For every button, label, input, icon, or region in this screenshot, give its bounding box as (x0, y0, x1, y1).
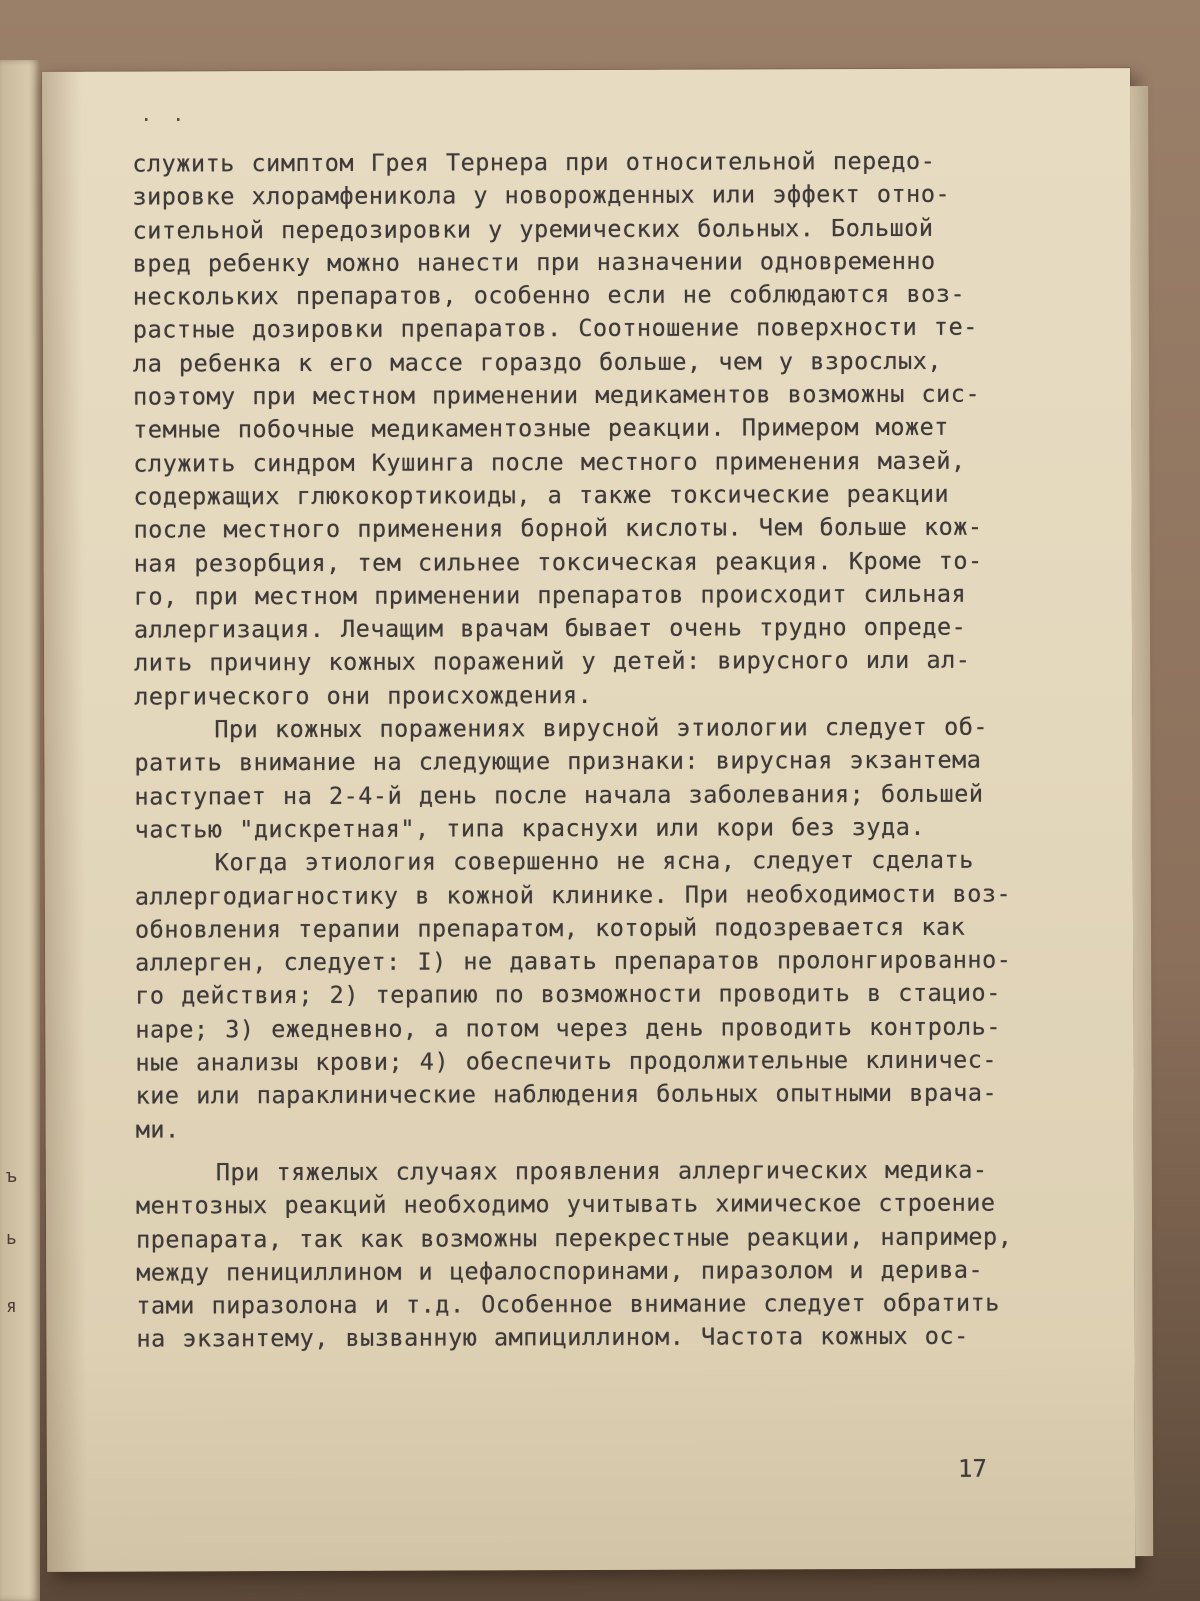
book-page (42, 68, 1135, 1572)
text-line: поэтому при местном применении медикаментов возможны сис- (133, 379, 981, 411)
paragraph-first-line: Когда этиология совершенно не ясна, следует сделать (214, 845, 974, 877)
adjacent-page-edge (0, 60, 40, 1601)
text-line: темные побочные медикаментозные реакции. Примером может (133, 413, 949, 444)
text-line: аллергизация. Лечащим врачам бывает очень трудно опреде- (133, 612, 967, 644)
left-margin-mark: ъ (6, 1166, 17, 1187)
text-line: содержащих глюкокортикоиды, а также токсические реакции (133, 479, 950, 511)
text-line: сительной передозировки у уремических больных. Большой (132, 213, 934, 245)
left-margin-mark: ь (6, 1228, 17, 1249)
paragraph-first-line: При кожных поражениях вирусной этиологии следует об- (214, 712, 989, 744)
text-line: лить причину кожных поражений у детей: вирусного или ал- (134, 646, 971, 678)
text-line: нескольких препаратов, особенно если не соблюдаются воз- (132, 279, 966, 311)
text-line: препарата, так как возможны перекрестные реакции, например, (136, 1222, 1013, 1254)
top-margin-dots: · · (140, 107, 189, 132)
text-line: го действия; 2) терапию по возможности проводить в стацио- (135, 978, 1001, 1011)
text-line: ная резорбция, тем сильнее токсическая реакция. Кроме то- (133, 546, 983, 578)
text-line: кие или параклинические наблюдения больных опытными врача- (135, 1078, 998, 1110)
text-line: наре; 3) ежедневно, а потом через день проводить контроль- (135, 1012, 1001, 1044)
text-line: лергического они происхождения. (134, 680, 593, 711)
text-line: ные анализы крови; 4) обеспечить продолжительные клиничес- (135, 1045, 998, 1077)
paragraph-first-line: При тяжелых случаях проявления аллергических медика- (215, 1155, 988, 1187)
text-line: ратить внимание на следующие признаки: вирусная экзантема (134, 745, 982, 777)
text-line: частью "дискретная", типа краснухи или кори без зуда. (134, 812, 926, 844)
text-line: вред ребенку можно нанести при назначении одновременно (132, 246, 936, 278)
text-line: ментозных реакций необходимо учитывать химическое строение (135, 1188, 996, 1220)
text-line: аллергодиагностику в кожной клинике. При необходимости воз- (134, 879, 1012, 911)
text-line: служить симптом Грея Тернера при относительной передо- (132, 146, 936, 178)
text-line: на экзантему, вызванную ампициллином. Частота кожных ос- (136, 1322, 969, 1353)
text-line: зировке хлорамфеникола у новорожденных или эффект отно- (132, 180, 951, 211)
page-number: 17 (957, 1454, 987, 1483)
text-line: между пенициллином и цефалоспоринами, пиразолом и дерива- (136, 1255, 984, 1287)
text-line: растные дозировки препаратов. Соотношение поверхности те- (132, 313, 978, 345)
text-line: служить синдром Кушинга после местного применения мазей, (133, 446, 966, 478)
text-line: аллерген, следует: I) не давать препаратов пролонгированно- (135, 945, 1012, 977)
text-line: тами пиразолона и т.д. Особенное внимание следует обратить (136, 1288, 1000, 1320)
text-line: ла ребенка к его массе гораздо больше, чем у взрослых, (132, 346, 943, 378)
page-body-text (132, 145, 1016, 1357)
text-line: ми. (135, 1115, 180, 1144)
left-margin-mark: я (6, 1296, 17, 1317)
text-line: наступает на 2-4-й день после начала заболевания; большей (134, 779, 984, 811)
text-line: после местного применения борной кислоты. Чем больше кож- (133, 512, 983, 544)
text-line: обновления терапии препаратом, который подозревается как (134, 912, 966, 944)
text-line: го, при местном применении препаратов происходит сильная (133, 579, 967, 611)
